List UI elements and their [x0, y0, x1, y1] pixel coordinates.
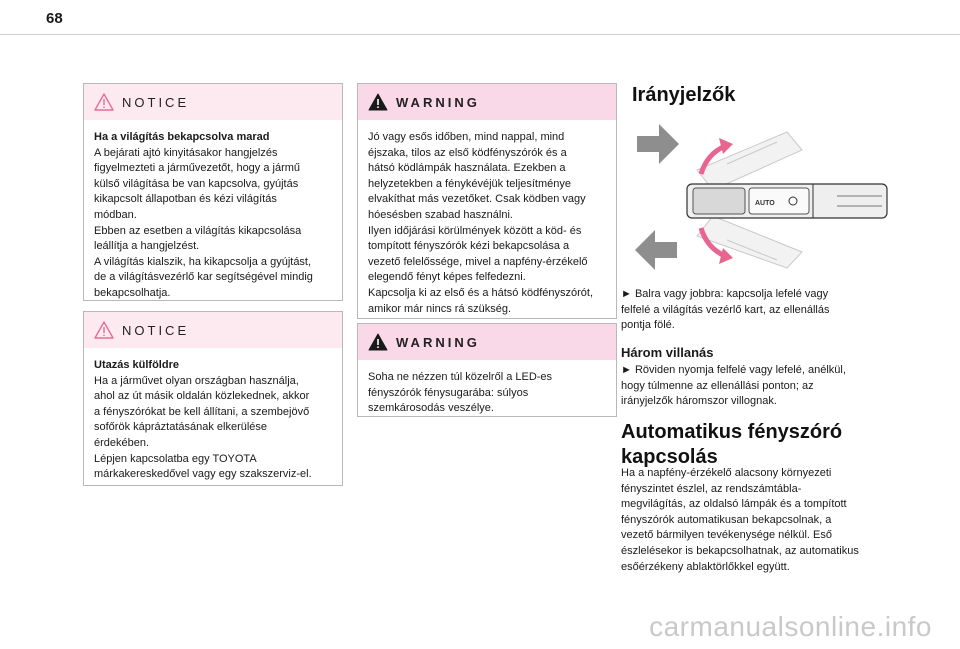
warning-line: elegendő fényt képes felfedezni. — [368, 271, 526, 284]
header-divider — [0, 34, 960, 35]
warning-line: szemkárosodás veszélye. — [368, 402, 494, 415]
watermark: carmanualsonline.info — [649, 611, 932, 642]
notice-line: bekapcsolhatja. — [94, 286, 171, 299]
page-number: 68 — [46, 10, 63, 27]
warning-box-fog-lights — [357, 83, 617, 319]
notice-title: NOTICE — [122, 322, 190, 338]
para-line: felfelé a világítás vezérlő kart, az ellenállás — [621, 303, 830, 316]
notice-line: A világítás kialszik, ha kikapcsolja a gyújtást, — [94, 255, 312, 268]
section-title-auto-headlights-line1: Automatikus fényszóró — [621, 421, 843, 443]
notice-title: NOTICE — [122, 94, 190, 110]
warning-line: Ilyen időjárási körülmények között a köd- és — [368, 224, 582, 237]
notice-body — [84, 348, 342, 491]
warning-triangle-icon — [368, 93, 388, 111]
auto-label: AUTO — [755, 200, 775, 207]
notice-box-travel-abroad — [83, 311, 343, 486]
stalk-up-ghost — [697, 132, 802, 190]
warning-line: fényszórók fénysugarába: súlyos — [368, 386, 529, 399]
notice-line: Ebben az esetben a világítás kikapcsolása — [94, 224, 302, 237]
warning-line: tompított fényszórók kézi bekapcsolása a — [368, 240, 570, 253]
notice-header — [84, 84, 342, 120]
para-line: hogy túlmenne az ellenállási ponton; az — [621, 379, 814, 392]
notice-line: de a világításvezérlő kar segítségével mindig — [94, 271, 313, 284]
warning-line: amikor már nincs rá szükség. — [368, 302, 512, 315]
arrowhead-down-pink — [719, 248, 733, 264]
arrow-right-icon — [637, 124, 679, 164]
warning-title: WARNING — [396, 334, 480, 350]
para-line: pontja fölé. — [621, 319, 675, 332]
warning-line: elvakíthat más vezetőket. Csak ködben vagy — [368, 193, 586, 206]
warning-body — [358, 120, 616, 325]
notice-line: A bejárati ajtó kinyitásakor hangjelzés — [94, 146, 278, 159]
warning-line: helyzetekben a fénykévéjük teljesítménye — [368, 177, 572, 190]
warning-line: Soha ne nézzen túl közelről a LED-es — [368, 371, 553, 383]
warning-triangle-icon — [368, 333, 388, 351]
stalk-down-ghost — [697, 216, 802, 268]
para-line: észlelésekor is bekapcsolhatnak, az automatikus — [621, 544, 859, 557]
warning-title: WARNING — [396, 94, 480, 110]
notice-body — [84, 120, 342, 310]
auto-headlights-text — [621, 466, 911, 575]
notice-line: kikapcsolt állapotban és kézi világítás — [94, 193, 277, 206]
warning-header — [358, 324, 616, 360]
caution-triangle-icon — [94, 321, 114, 339]
notice-line: márkakereskedővel vagy egy szakszerviz-el. — [94, 468, 312, 481]
section-title-auto-headlights-line2: kapcsolás — [621, 446, 718, 468]
arrow-left-icon — [635, 230, 677, 270]
para-line: megvilágítás, az oldalsó lámpák és a tompított — [621, 498, 847, 511]
para-line: ► Balra vagy jobbra: kapcsolja lefelé vagy — [621, 288, 829, 300]
notice-line: a fényszórókat be kell állítani, a szembejövő — [94, 405, 310, 418]
warning-line: Kapcsolja ki az első és a hátsó ködfényszórót, — [368, 286, 594, 299]
notice-line: sofőrök kápráztatásának elkerülése — [94, 421, 268, 434]
notice-line: módban. — [94, 208, 137, 221]
para-line: irányjelzők háromszor villognak. — [621, 395, 777, 408]
notice-line: Ha a járművet olyan országban használja, — [94, 374, 299, 387]
notice-line: külső világítása be van kapcsolva, gyújtás — [94, 177, 299, 190]
para-line: Ha a napfény-érzékelő alacsony környezeti — [621, 467, 832, 479]
notice-line: figyelmezteti a járművezetőt, hogy a jármű — [94, 162, 301, 175]
notice-box-lighting — [83, 83, 343, 301]
para-line: fényszórók automatikusan bekapcsolnak, a — [621, 513, 832, 526]
section-title-turn-signals: Irányjelzők — [632, 84, 736, 106]
notice-line: Lépjen kapcsolatba egy TOYOTA — [94, 452, 257, 465]
warning-line: hóesésben szabad használni. — [368, 208, 513, 221]
para-line: vezető bármilyen tevékenysége nélkül. Eső — [621, 529, 832, 542]
caution-triangle-icon — [94, 93, 114, 111]
para-line: esőérzékeny ablaktörlőkkel együtt. — [621, 560, 790, 573]
warning-line: éjszaka, tilos az első ködfényszórók és a — [368, 146, 567, 159]
notice-line: ahol az út másik oldalán közlekednek, akkor — [94, 390, 310, 403]
arrowhead-up-pink — [719, 138, 733, 154]
notice-heading: Ha a világítás bekapcsolva marad — [94, 131, 270, 143]
notice-heading: Utazás külföldre — [94, 359, 179, 371]
notice-line: leállítja a hangjelzést. — [94, 240, 200, 253]
subheading-three-flashes: Három villanás — [621, 345, 714, 360]
warning-line: vezető felelőssége, mivel a napfény-érzékelő — [368, 255, 588, 268]
notice-line: érdekében. — [94, 436, 150, 449]
stalk-main — [687, 184, 887, 218]
warning-line: hátsó ködlámpák használata. Ezekben a — [368, 162, 566, 175]
warning-box-led — [357, 323, 617, 417]
three-flashes-instructions — [621, 363, 901, 410]
para-line: fényszintet észlel, az rendszámtábla- — [621, 482, 802, 495]
warning-body — [358, 360, 616, 425]
notice-header — [84, 312, 342, 348]
warning-line: Jó vagy esős időben, mind nappal, mind — [368, 131, 565, 143]
warning-header — [358, 84, 616, 120]
para-line: ► Röviden nyomja felfelé vagy lefelé, anélkül, — [621, 364, 846, 376]
turn-signal-instructions — [621, 287, 901, 334]
turn-signal-stalk-illustration — [627, 118, 890, 283]
